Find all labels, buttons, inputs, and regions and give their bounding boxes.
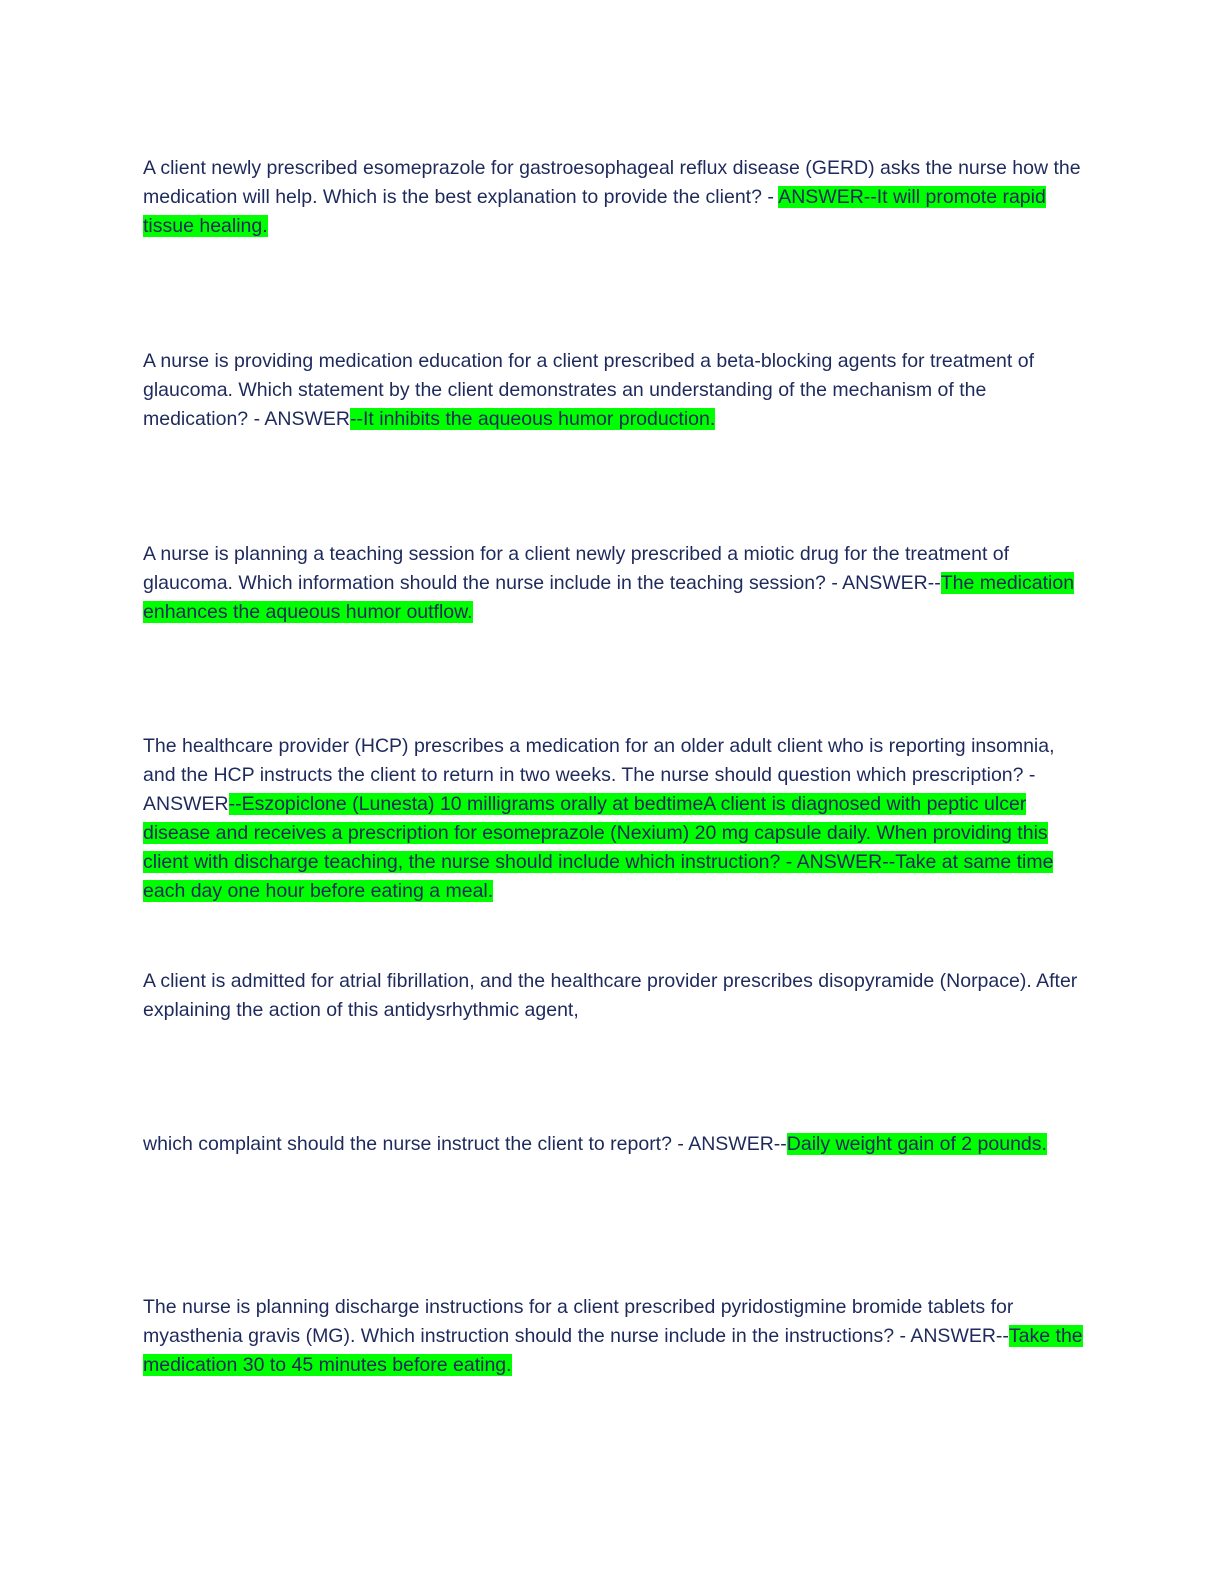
question-text-4: The healthcare provider (HCP) prescribes a medication for an older adult client who is reporting insomnia, and the HCP instructs the client to return in two weeks. The nurse should question which prescription? - ANSWER bbox=[143, 734, 1055, 815]
question-block-5 bbox=[143, 967, 1083, 1025]
question-block-2 bbox=[143, 347, 1083, 434]
question-block-6 bbox=[143, 1293, 1083, 1380]
question-block-3 bbox=[143, 540, 1083, 627]
question-block-4 bbox=[143, 732, 1083, 906]
question-text-1: A client newly prescribed esomeprazole for gastroesophageal reflux disease (GERD) asks the nurse how the medication will help. Which is the best explanation to provide the client? - bbox=[143, 156, 1081, 208]
question-block-1 bbox=[143, 154, 1083, 241]
answer-highlight-3: The medication enhances the aqueous humor outflow. bbox=[143, 571, 1075, 623]
question-block-5-continued bbox=[143, 1130, 1083, 1159]
question-text-3: A nurse is planning a teaching session for a client newly prescribed a miotic drug for the treatment of glaucoma. Which information should the nurse include in the teaching session? - ANSWER-- bbox=[143, 542, 1010, 594]
question-text-2: A nurse is providing medication education for a client prescribed a beta-blocking agents for treatment of glaucoma. Which statement by the client demonstrates an understanding of the mechanism of the medication? - ANSWER bbox=[143, 349, 1035, 430]
question-text-6: The nurse is planning discharge instructions for a client prescribed pyridostigmine bromide tablets for myasthenia gravis (MG). Which instruction should the nurse include in the instructions? - ANSWER-- bbox=[143, 1295, 1014, 1347]
answer-highlight-2: --It inhibits the aqueous humor production. bbox=[350, 407, 716, 430]
answer-highlight-1: ANSWER--It will promote rapid tissue healing. bbox=[143, 185, 1046, 237]
question-text-5: A client is admitted for atrial fibrillation, and the healthcare provider prescribes disopyramide (Norpace). After explaining the action of this antidysrhythmic agent, bbox=[143, 969, 1078, 1021]
answer-highlight-4: --Eszopiclone (Lunesta) 10 milligrams orally at bedtimeA client is diagnosed with peptic ulcer disease and receives a prescription for esomeprazole (Nexium) 20 mg capsule daily. When providing this client with discharge teaching, the nurse should include which instruction? - ANSWER--Take at same time each day one hour before eating a meal. bbox=[143, 792, 1054, 902]
answer-highlight-5: Daily weight gain of 2 pounds. bbox=[786, 1132, 1047, 1155]
answer-highlight-6: Take the medication 30 to 45 minutes before eating. bbox=[143, 1324, 1083, 1376]
question-text-5-continued: which complaint should the nurse instruct the client to report? - ANSWER-- bbox=[143, 1132, 787, 1155]
